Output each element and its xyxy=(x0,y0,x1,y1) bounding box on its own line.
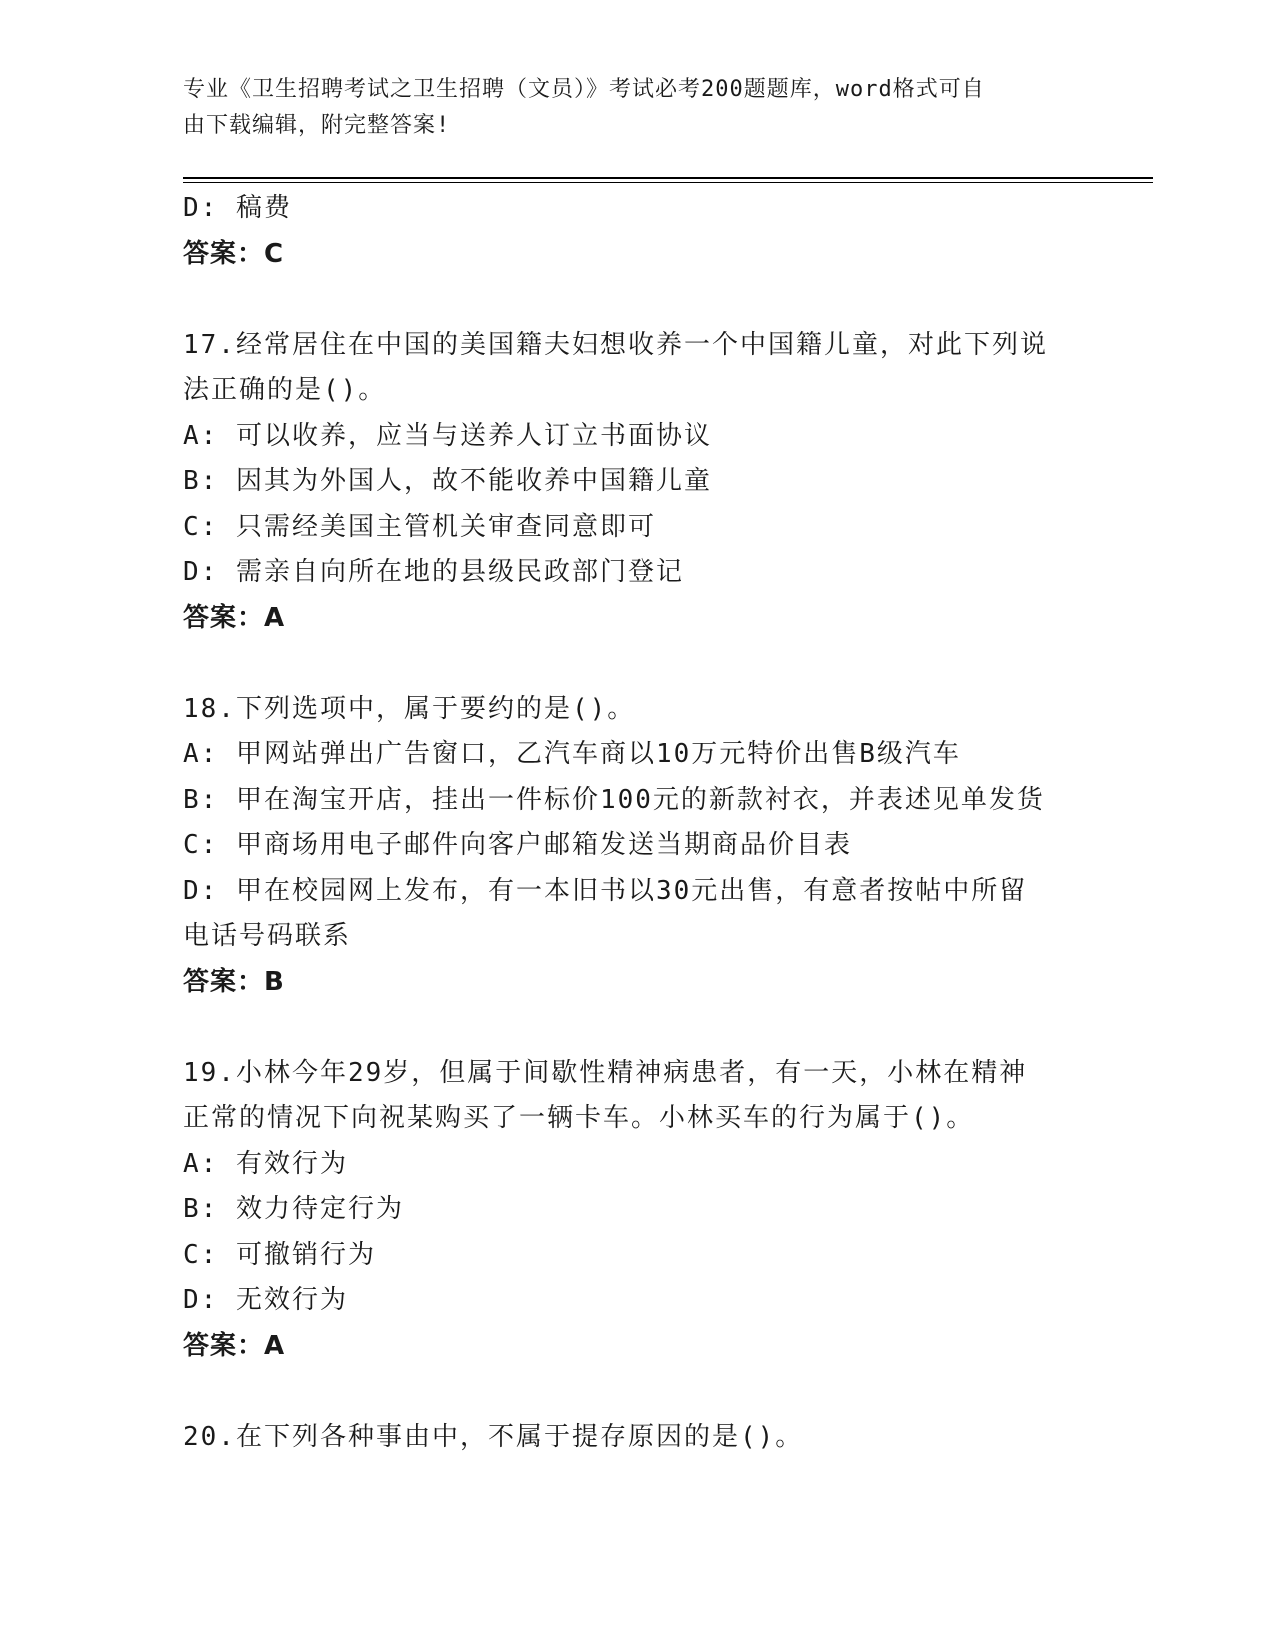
question-stem-continued: 正常的情况下向祝某购买了一辆卡车。小林买车的行为属于()。 xyxy=(183,1103,975,1133)
answer-label: 答案：A xyxy=(183,602,286,633)
spacer xyxy=(183,641,1083,687)
question-stem-continued: 法正确的是()。 xyxy=(183,375,387,405)
header-line-1: 专业《卫生招聘考试之卫生招聘（文员）》考试必考200题题库，word格式可自 xyxy=(183,77,985,102)
header-divider-thick xyxy=(183,177,1153,179)
option-b: B: 甲在淘宝开店，挂出一件标价100元的新款衬衣，并表述见单发货 xyxy=(183,784,1045,815)
option-c: C: 只需经美国主管机关审查同意即可 xyxy=(183,511,656,542)
header-line-2: 由下载编辑，附完整答案! xyxy=(183,113,451,138)
option-b: B: 因其为外国人，故不能收养中国籍儿童 xyxy=(183,466,712,496)
answer-label: 答案：B xyxy=(183,966,285,997)
document-header xyxy=(183,72,1063,144)
answer-label: 答案：C xyxy=(183,238,285,269)
option-a: A: 甲网站弹出广告窗口，乙汽车商以10万元特价出售B级汽车 xyxy=(183,739,961,769)
question-stem: 17.经常居住在中国的美国籍夫妇想收养一个中国籍儿童，对此下列说 xyxy=(183,329,1048,360)
header-divider-thin xyxy=(183,182,1153,183)
question-20 xyxy=(183,1415,1083,1461)
option-c: C: 可撤销行为 xyxy=(183,1239,376,1270)
question-stem: 18.下列选项中，属于要约的是()。 xyxy=(183,693,636,724)
spacer xyxy=(183,1005,1083,1051)
option-d-continued: 电话号码联系 xyxy=(183,921,352,951)
option-a: A: 可以收养，应当与送养人订立书面协议 xyxy=(183,420,712,451)
option-d: D: 稿费 xyxy=(183,193,292,223)
spacer xyxy=(183,1369,1083,1415)
option-d: D: 无效行为 xyxy=(183,1285,348,1315)
question-stem: 19.小林今年29岁，但属于间歇性精神病患者，有一天，小林在精神 xyxy=(183,1057,1028,1088)
option-d: D: 需亲自向所在地的县级民政部门登记 xyxy=(183,557,684,587)
option-c: C: 甲商场用电子邮件向客户邮箱发送当期商品价目表 xyxy=(183,830,852,860)
question-19 xyxy=(183,1051,1083,1370)
question-18 xyxy=(183,687,1083,1006)
answer-label: 答案：A xyxy=(183,1330,286,1361)
option-d: D: 甲在校园网上发布，有一本旧书以30元出售，有意者按帖中所留 xyxy=(183,875,1028,906)
option-a: A: 有效行为 xyxy=(183,1148,348,1179)
option-b: B: 效力待定行为 xyxy=(183,1194,404,1224)
spacer xyxy=(183,277,1083,323)
question-17 xyxy=(183,323,1083,642)
question-list xyxy=(183,186,1083,1460)
question-16-tail xyxy=(183,186,1083,277)
question-stem: 20.在下列各种事由中，不属于提存原因的是()。 xyxy=(183,1421,804,1452)
